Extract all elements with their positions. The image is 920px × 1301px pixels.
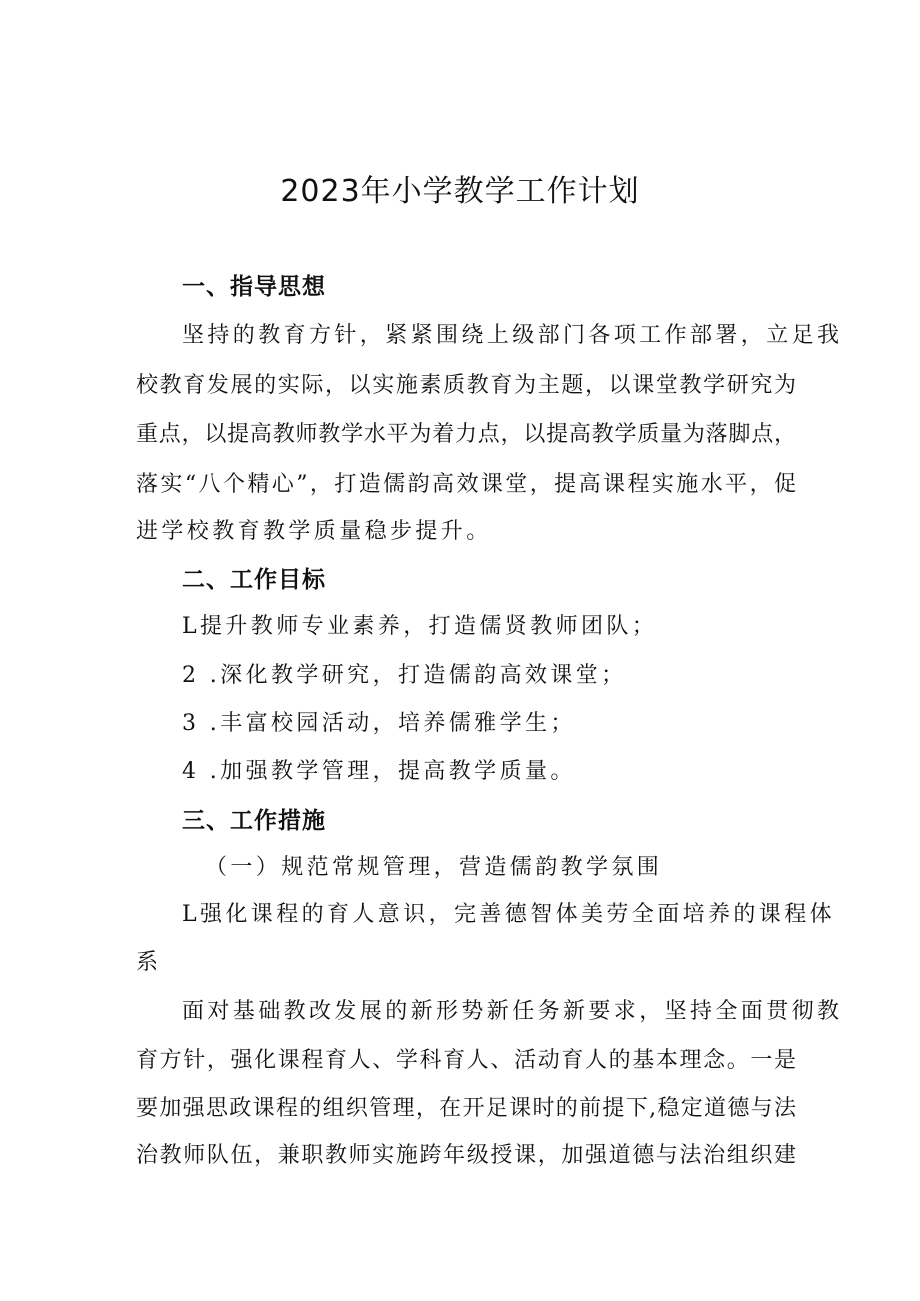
paragraph-line: 治教师队伍，兼职教师实施跨年级授课，加强道德与法治组织建 <box>136 1143 796 1168</box>
paragraph-line: 坚持的教育方针，紧紧围绕上级部门各项工作部署，立足我 <box>182 323 843 348</box>
document-title: 2023年小学教学工作计划 <box>280 174 640 209</box>
measure-item-line: 系 <box>136 950 162 975</box>
section-heading-guiding-ideology: 一、指导思想 <box>182 274 326 300</box>
goal-item: 3 .丰富校园活动，培养儒雅学生； <box>182 711 576 736</box>
paragraph-line: 重点，以提高教师教学水平为着力点，以提高教学质量为落脚点， <box>136 422 796 447</box>
paragraph-line: 落实“八个精心”，打造儒韵高效课堂，提高课程实施水平，促 <box>136 472 796 497</box>
section-heading-work-measures: 三、工作措施 <box>182 808 326 834</box>
goal-item: 2 .深化教学研究，打造儒韵高效课堂； <box>182 663 627 688</box>
paragraph-line: 校教育发展的实际，以实施素质教育为主题，以课堂教学研究为 <box>136 373 796 398</box>
paragraph-line: 要加强思政课程的组织管理，在开足课时的前提下,稳定道德与法 <box>136 1096 796 1121</box>
paragraph-line: 面对基础教改发展的新形势新任务新要求，坚持全面贯彻教 <box>182 999 843 1024</box>
section-heading-work-goals: 二、工作目标 <box>182 567 326 593</box>
paragraph-line: 育方针，强化课程育人、学科育人、活动育人的基本理念。一是 <box>136 1048 796 1073</box>
paragraph-line: 进学校教育教学质量稳步提升。 <box>136 519 492 544</box>
goal-item: 4 .加强教学管理，提高教学质量。 <box>182 759 576 784</box>
goal-item: L提升教师专业素养，打造儒贤教师团队； <box>182 614 658 639</box>
measure-item-line: L强化课程的育人意识，完善德智体美劳全面培养的课程体 <box>182 902 836 927</box>
subsection-heading: （一）规范常规管理，营造儒韵教学氛围 <box>205 855 663 880</box>
